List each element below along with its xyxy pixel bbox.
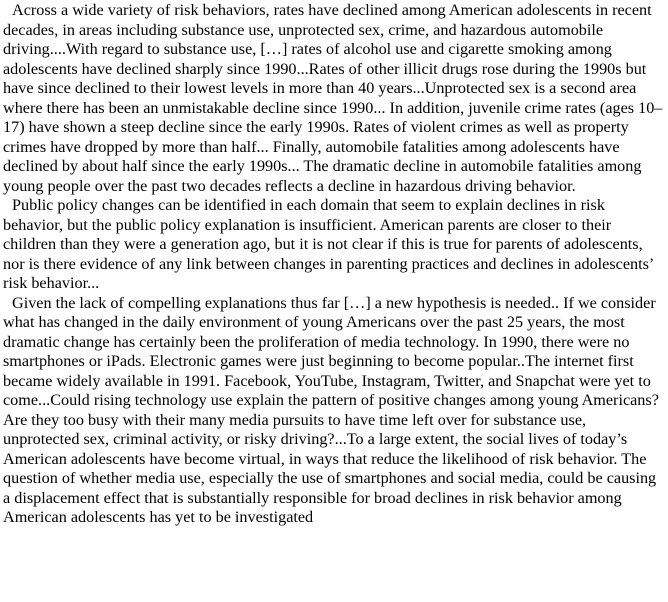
paragraph-risk-behavior-declines: Across a wide variety of risk behaviors, rates have declined among American adolescents in recent decades, in areas including substance use, unprotected sex, crime, and hazardous automobile driving....With regard to substance use, […] rates of alcohol use and cigarette smoking among adolescents have declined sharply since 1990...Rates of other illicit drugs rose during the 1990s but have since declined to their lowest levels in more than 40 years...Unprotected sex is a second area where there has been an unmistakable decline since 1990... In addition, juvenile crime rates (ages 10–17) have shown a steep decline since the early 1990s. Rates of violent crimes as well as property crimes have dropped by more than half... Finally, automobile fatalities among adolescents have declined by about half since the early 1990s... The dramatic decline in automobile fatalities among young people over the past two decades reflects a decline in hazardous driving behavior.	[3, 1, 663, 195]
paragraph-public-policy-explanation: Public policy changes can be identified in each domain that seem to explain declines in risk behavior, but the public policy explanation is insufficient. American parents are closer to their children than they were a generation ago, but it is not clear if this is true for parents of adolescents, nor is there evidence of any link between changes in parenting practices and declines in adolescents’ risk behavior...	[3, 196, 654, 292]
paragraph-media-technology-hypothesis: Given the lack of compelling explanations thus far […] a new hypothesis is needed.. If we consider what has changed in the daily environment of young Americans over the past 25 years, the most dramatic change has certainly been the proliferation of media technology. In 1990, there were no smartphones or iPads. Electronic games were just beginning to become popular..The internet first became widely available in 1991. Facebook, YouTube, Instagram, Twitter, and Snapchat were yet to come...Could rising technology use explain the pattern of positive changes among young Americans? Are they too busy with their many media pursuits to have time left over for substance use, unprotected sex, criminal activity, or risky driving?...To a large extent, the social lives of today’s American adolescents have become virtual, in ways that reduce the likelihood of risk behavior. The question of whether media use, especially the use of smartphones and social media, could be causing a displacement effect that is substantially responsible for broad declines in risk behavior among American adolescents has yet to be investigated	[3, 293, 659, 526]
